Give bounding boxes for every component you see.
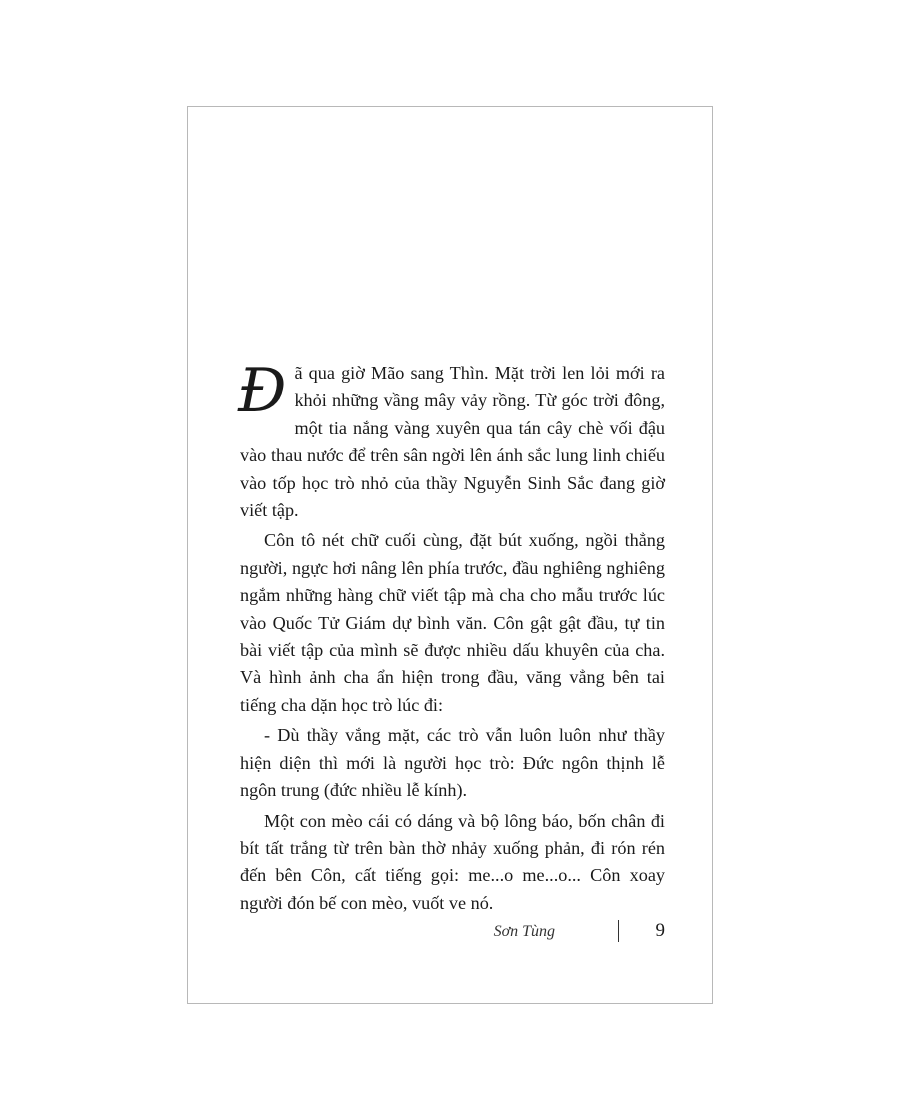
- footer-divider: [618, 920, 619, 942]
- paragraph-1-text: ã qua giờ Mão sang Thìn. Mặt trời len lỏi mới ra khỏi những vầng mây vảy rồng. Từ góc trời đông, một tia nắng vàng xuyên qua tán cây chè vối đậu vào thau nước để trên sân ngời lên ánh sắc lung linh chiếu vào tốp học trò nhỏ của thầy Nguyễn Sinh Sắc đang giờ viết tập.: [240, 363, 665, 521]
- paragraph-4: Một con mèo cái có dáng và bộ lông báo, bốn chân đi bít tất trắng từ trên bàn thờ nhảy xuống phản, đi rón rén đến bên Côn, cất tiếng gọi: me...o me...o... Côn xoay người đón bế con mèo, vuốt ve nó.: [240, 810, 665, 913]
- paragraph-3: - Dù thầy vắng mặt, các trò vẫn luôn luôn như thầy hiện diện thì mới là người học trò: Đức ngôn thịnh lễ ngôn trung (đức nhiều lễ kính).: [240, 725, 665, 801]
- paragraph-1: [238, 356, 665, 524]
- paragraph-2: Côn tô nét chữ cuối cùng, đặt bút xuống, ngồi thẳng người, ngực hơi nâng lên phía trước, đầu nghiêng nghiêng ngắm những hàng chữ viết tập mà cha cho mẫu trước lúc vào Quốc Tử Giám dự bình văn. Côn gật gật đầu, tự tin bài viết tập của mình sẽ được nhiều dấu khuyên của cha. Và hình ảnh cha ẩn hiện trong đầu, văng vẳng bên tai tiếng cha dặn học trò lúc đi:: [240, 530, 665, 715]
- author-name: Sơn Tùng: [493, 923, 555, 940]
- body-text: [238, 356, 665, 920]
- page-number: 9: [655, 920, 665, 941]
- drop-cap: Đ: [238, 356, 287, 426]
- page-footer: [240, 920, 665, 950]
